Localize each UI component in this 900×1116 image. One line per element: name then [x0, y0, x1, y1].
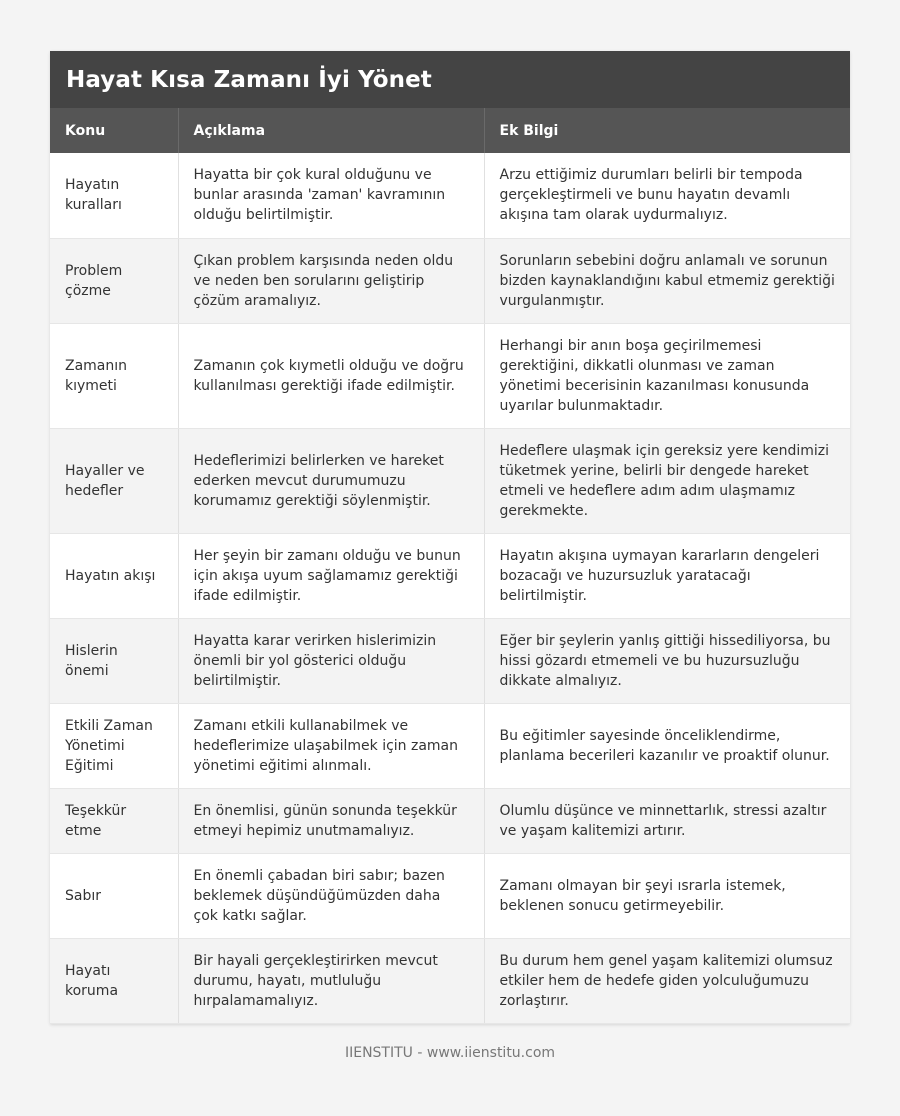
- data-table: [50, 108, 850, 1024]
- cell-aciklama: Çıkan problem karşısında neden oldu ve neden ben sorularını geliştirip çözüm aramalıyız.: [178, 238, 484, 323]
- cell-ek-bilgi: Hedeflere ulaşmak için gereksiz yere kendimizi tüketmek yerine, belirli bir dengede hareket etmeli ve hedeflere adım adım ulaşmamız gerekmekte.: [484, 428, 850, 533]
- cell-aciklama: Zamanın çok kıymetli olduğu ve doğru kullanılması gerektiği ifade edilmiştir.: [178, 323, 484, 428]
- table-row: [50, 788, 850, 853]
- cell-konu: Hayatın akışı: [50, 533, 178, 618]
- table-row: [50, 428, 850, 533]
- cell-konu: Problem çözme: [50, 238, 178, 323]
- title-bar: [50, 51, 850, 108]
- cell-konu: Sabır: [50, 853, 178, 938]
- table-row: [50, 703, 850, 788]
- cell-aciklama: Hedeflerimizi belirlerken ve hareket ederken mevcut durumumuzu korumamız gerektiği söylenmiştir.: [178, 428, 484, 533]
- cell-ek-bilgi: Sorunların sebebini doğru anlamalı ve sorunun bizden kaynaklandığını kabul etmemiz gerektiği vurgulanmıştır.: [484, 238, 850, 323]
- cell-aciklama: Hayatta karar verirken hislerimizin önemli bir yol gösterici olduğu belirtilmiştir.: [178, 618, 484, 703]
- table-row: [50, 533, 850, 618]
- column-header-konu: Konu: [50, 108, 178, 153]
- cell-konu: Hayatı koruma: [50, 938, 178, 1023]
- cell-ek-bilgi: Olumlu düşünce ve minnettarlık, stressi azaltır ve yaşam kalitemizi artırır.: [484, 788, 850, 853]
- cell-ek-bilgi: Bu durum hem genel yaşam kalitemizi olumsuz etkiler hem de hedefe giden yolculuğumuzu zorlaştırır.: [484, 938, 850, 1023]
- cell-konu: Hislerin önemi: [50, 618, 178, 703]
- cell-ek-bilgi: Arzu ettiğimiz durumları belirli bir tempoda gerçekleştirmeli ve bunu hayatın devamlı akışına tam olarak uydurmalıyız.: [484, 153, 850, 238]
- cell-aciklama: Hayatta bir çok kural olduğunu ve bunlar arasında 'zaman' kavramının olduğu belirtilmiştir.: [178, 153, 484, 238]
- cell-konu: Teşekkür etme: [50, 788, 178, 853]
- header-row: [50, 108, 850, 153]
- cell-aciklama: Bir hayali gerçekleştirirken mevcut durumu, hayatı, mutluluğu hırpalamamalıyız.: [178, 938, 484, 1023]
- table-row: [50, 323, 850, 428]
- cell-ek-bilgi: Eğer bir şeylerin yanlış gittiği hissediliyorsa, bu hissi gözardı etmemeli ve bu huzursuzluğu dikkate almalıyız.: [484, 618, 850, 703]
- cell-ek-bilgi: Zamanı olmayan bir şeyi ısrarla istemek, beklenen sonucu getirmeyebilir.: [484, 853, 850, 938]
- column-header-aciklama: Açıklama: [178, 108, 484, 153]
- table-row: [50, 853, 850, 938]
- cell-aciklama: Her şeyin bir zamanı olduğu ve bunun için akışa uyum sağlamamız gerektiği ifade edilmiştir.: [178, 533, 484, 618]
- table-row: [50, 618, 850, 703]
- cell-aciklama: Zamanı etkili kullanabilmek ve hedeflerimize ulaşabilmek için zaman yönetimi eğitimi alınmalı.: [178, 703, 484, 788]
- cell-ek-bilgi: Herhangi bir anın boşa geçirilmemesi gerektiğini, dikkatli olunması ve zaman yönetimi becerisinin kazanılması konusunda uyarılar bulunmaktadır.: [484, 323, 850, 428]
- cell-ek-bilgi: Hayatın akışına uymayan kararların dengeleri bozacağı ve huzursuzluk yaratacağı belirtilmiştir.: [484, 533, 850, 618]
- page-title: Hayat Kısa Zamanı İyi Yönet: [66, 66, 432, 93]
- cell-aciklama: En önemli çabadan biri sabır; bazen beklemek düşündüğümüzden daha çok katkı sağlar.: [178, 853, 484, 938]
- footer-credit: IIENSTITU - www.iienstitu.com: [344, 1045, 556, 1061]
- cell-ek-bilgi: Bu eğitimler sayesinde önceliklendirme, planlama becerileri kazanılır ve proaktif olunur.: [484, 703, 850, 788]
- cell-konu: Hayatın kuralları: [50, 153, 178, 238]
- cell-konu: Etkili Zaman Yönetimi Eğitimi: [50, 703, 178, 788]
- table-row: [50, 238, 850, 323]
- cell-konu: Hayaller ve hedefler: [50, 428, 178, 533]
- cell-aciklama: En önemlisi, günün sonunda teşekkür etmeyi hepimiz unutmamalıyız.: [178, 788, 484, 853]
- cell-konu: Zamanın kıymeti: [50, 323, 178, 428]
- table-row: [50, 153, 850, 238]
- column-header-ek-bilgi: Ek Bilgi: [484, 108, 850, 153]
- table-card: [50, 51, 850, 1024]
- table-row: [50, 938, 850, 1023]
